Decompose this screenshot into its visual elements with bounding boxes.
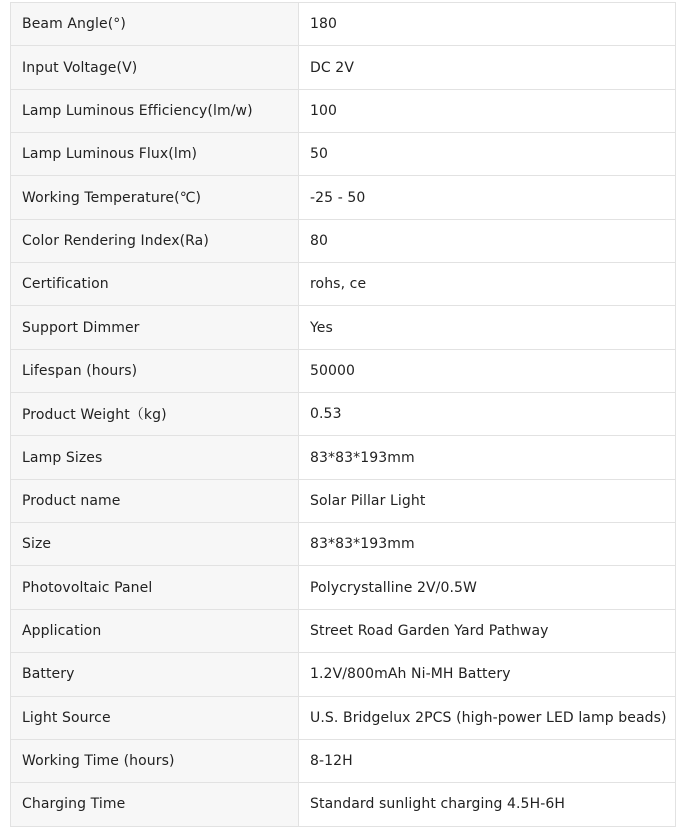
spec-value: 0.53 xyxy=(299,393,676,436)
table-row xyxy=(11,783,676,826)
spec-value: Yes xyxy=(299,306,676,349)
table-row xyxy=(11,479,676,522)
spec-value: 180 xyxy=(299,3,676,46)
spec-key: Beam Angle(°) xyxy=(11,3,299,46)
spec-key: Working Time (hours) xyxy=(11,739,299,782)
spec-key: Battery xyxy=(11,653,299,696)
spec-key: Input Voltage(V) xyxy=(11,46,299,89)
spec-table-body xyxy=(11,3,676,827)
spec-value: Standard sunlight charging 4.5H-6H xyxy=(299,783,676,826)
spec-key: Photovoltaic Panel xyxy=(11,566,299,609)
spec-key: Lamp Luminous Flux(lm) xyxy=(11,133,299,176)
spec-value: Solar Pillar Light xyxy=(299,479,676,522)
table-row xyxy=(11,263,676,306)
spec-value: U.S. Bridgelux 2PCS (high-power LED lamp beads) xyxy=(299,696,676,739)
spec-value: 83*83*193mm xyxy=(299,436,676,479)
spec-value: 80 xyxy=(299,219,676,262)
spec-key: Size xyxy=(11,523,299,566)
spec-key: Certification xyxy=(11,263,299,306)
spec-key: Lamp Sizes xyxy=(11,436,299,479)
spec-key: Lifespan (hours) xyxy=(11,349,299,392)
spec-value: 50 xyxy=(299,133,676,176)
spec-value: 100 xyxy=(299,89,676,132)
table-row xyxy=(11,393,676,436)
spec-key: Support Dimmer xyxy=(11,306,299,349)
spec-value: Street Road Garden Yard Pathway xyxy=(299,609,676,652)
table-row xyxy=(11,523,676,566)
spec-value: 83*83*193mm xyxy=(299,523,676,566)
spec-key: Working Temperature(℃) xyxy=(11,176,299,219)
table-row xyxy=(11,436,676,479)
spec-value: rohs, ce xyxy=(299,263,676,306)
table-row xyxy=(11,89,676,132)
table-row xyxy=(11,46,676,89)
spec-value: 1.2V/800mAh Ni-MH Battery xyxy=(299,653,676,696)
spec-key: Lamp Luminous Efficiency(lm/w) xyxy=(11,89,299,132)
spec-key: Product Weight（kg) xyxy=(11,393,299,436)
table-row xyxy=(11,219,676,262)
spec-key: Charging Time xyxy=(11,783,299,826)
spec-value: -25 - 50 xyxy=(299,176,676,219)
spec-value: DC 2V xyxy=(299,46,676,89)
spec-value: 50000 xyxy=(299,349,676,392)
spec-key: Light Source xyxy=(11,696,299,739)
spec-table xyxy=(10,2,676,827)
table-row xyxy=(11,306,676,349)
table-row xyxy=(11,349,676,392)
table-row xyxy=(11,696,676,739)
table-row xyxy=(11,609,676,652)
spec-value: 8-12H xyxy=(299,739,676,782)
table-row xyxy=(11,3,676,46)
spec-key: Application xyxy=(11,609,299,652)
table-row xyxy=(11,176,676,219)
table-row xyxy=(11,133,676,176)
table-row xyxy=(11,739,676,782)
spec-key: Product name xyxy=(11,479,299,522)
spec-value: Polycrystalline 2V/0.5W xyxy=(299,566,676,609)
table-row xyxy=(11,566,676,609)
spec-key: Color Rendering Index(Ra) xyxy=(11,219,299,262)
table-row xyxy=(11,653,676,696)
